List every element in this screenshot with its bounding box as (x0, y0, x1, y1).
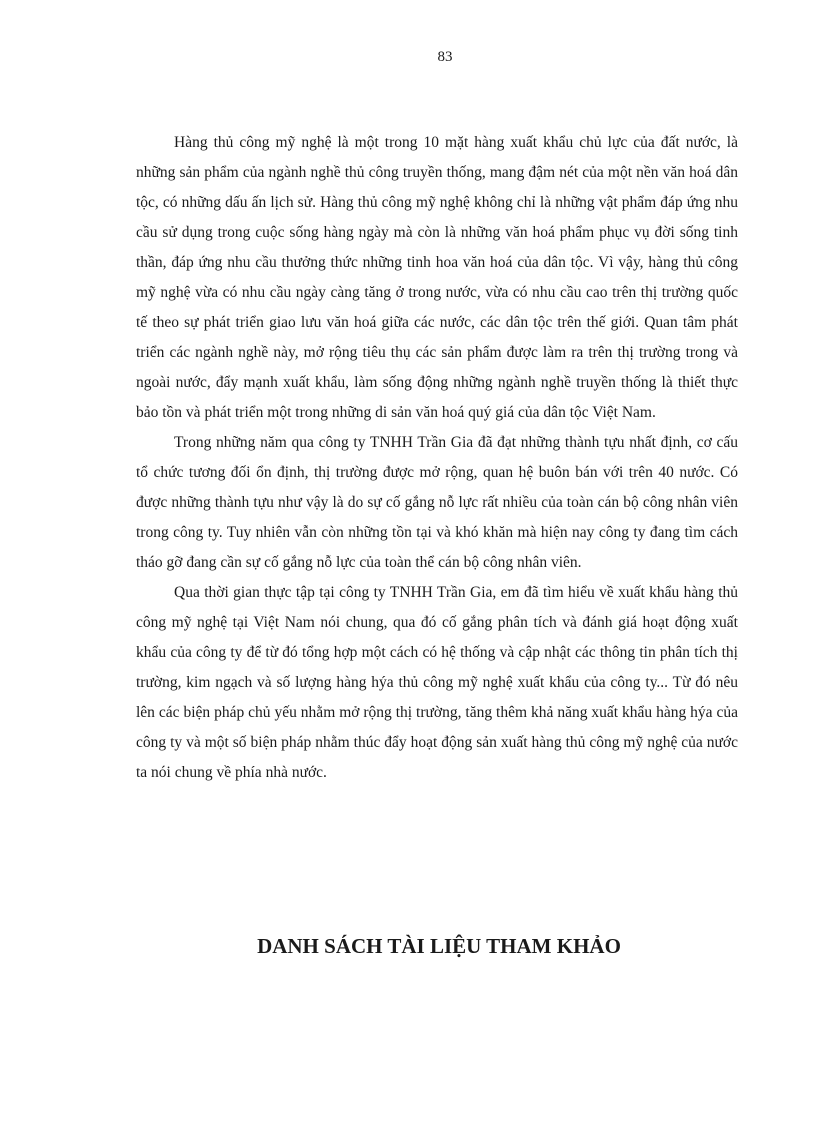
section-heading: DANH SÁCH TÀI LIỆU THAM KHẢO (257, 934, 621, 958)
paragraph-1: Hàng thủ công mỹ nghệ là một trong 10 mặt hàng xuất khẩu chủ lực của đất nước, là những sản phẩm của ngành nghề thủ công truyền thống, mang đậm nét của một nền văn hoá dân tộc, có những dấu ấn lịch sử. Hàng thủ công mỹ nghệ không chỉ là những vật phẩm đáp ứng nhu cầu sử dụng trong cuộc sống hàng ngày mà còn là những văn hoá phẩm phục vụ đời sống tinh thần, đáp ứng nhu cầu thưởng thức những tinh hoa văn hoá của dân tộc. Vì vậy, hàng thủ công mỹ nghệ vừa có nhu cầu ngày càng tăng ở trong nước, vừa có nhu cầu cao trên thị trường quốc tế theo sự phát triển giao lưu văn hoá giữa các nước, các dân tộc trên thế giới. Quan tâm phát triển các ngành nghề này, mở rộng tiêu thụ các sản phẩm được làm ra trên thị trường trong và ngoài nước, đẩy mạnh xuất khẩu, làm sống động những ngành nghề truyền thống là thiết thực bảo tồn và phát triển một trong những di sản văn hoá quý giá của dân tộc Việt Nam. (136, 134, 738, 421)
page-number: 83 (437, 49, 453, 65)
paragraph-3: Qua thời gian thực tập tại công ty TNHH Trần Gia, em đã tìm hiểu về xuất khẩu hàng thủ công mỹ nghệ tại Việt Nam nói chung, qua đó cố gắng phân tích và đánh giá hoạt động xuất khẩu của công ty để từ đó tổng hợp một cách có hệ thống và cập nhật các thông tin phân tích thị trường, kim ngạch và số lượng hàng hýa thủ công mỹ nghệ xuất khẩu của công ty... Từ đó nêu lên các biện pháp chủ yếu nhằm mở rộng thị trường, tăng thêm khả năng xuất khẩu hàng hýa của công ty và một số biện pháp nhằm thúc đẩy hoạt động sản xuất hàng thủ công mỹ nghệ của nước ta nói chung về phía nhà nước. (136, 584, 738, 781)
body-text (136, 128, 738, 788)
paragraph-2: Trong những năm qua công ty TNHH Trần Gia đã đạt những thành tựu nhất định, cơ cấu tổ chức tương đối ổn định, thị trường được mở rộng, quan hệ buôn bán với trên 40 nước. Có được những thành tựu như vậy là do sự cố gắng nỗ lực rất nhiều của toàn cán bộ công nhân viên trong công ty. Tuy nhiên vẫn còn những tồn tại và khó khăn mà hiện nay công ty đang tìm cách tháo gỡ đang cần sự cố gắng nỗ lực của toàn thể cán bộ công nhân viên. (136, 434, 738, 571)
